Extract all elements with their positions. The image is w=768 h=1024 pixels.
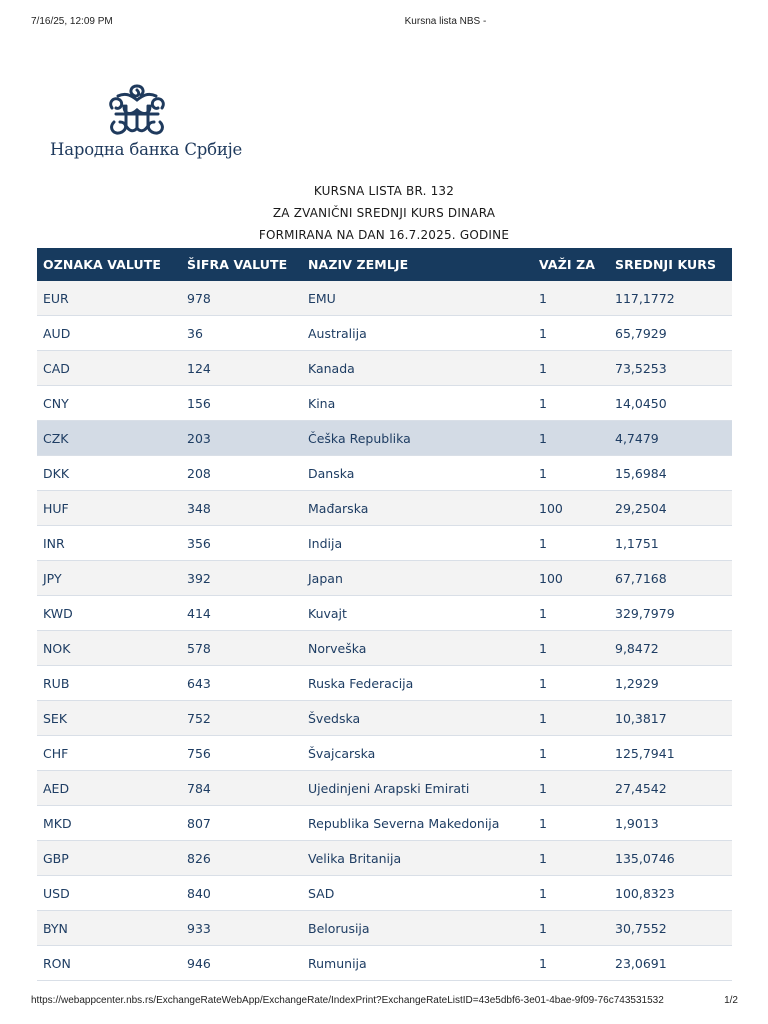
cell-middle-rate: 15,6984 — [609, 456, 732, 491]
cell-currency-code: RUB — [37, 666, 181, 701]
cell-currency-number: 156 — [181, 386, 302, 421]
cell-unit: 1 — [533, 456, 609, 491]
bank-name: Народна банка Србије — [50, 140, 243, 159]
cell-currency-number: 807 — [181, 806, 302, 841]
cell-middle-rate: 100,8323 — [609, 876, 732, 911]
table-row[interactable] — [37, 491, 732, 526]
print-datetime: 7/16/25, 12:09 PM — [31, 16, 113, 27]
table-row[interactable] — [37, 631, 732, 666]
cell-unit: 1 — [533, 771, 609, 806]
cell-currency-code: SEK — [37, 701, 181, 736]
cell-country: Danska — [302, 456, 533, 491]
cell-currency-number: 752 — [181, 701, 302, 736]
exchange-rate-table — [37, 248, 732, 981]
cell-country: Japan — [302, 561, 533, 596]
cell-unit: 1 — [533, 526, 609, 561]
cell-unit: 1 — [533, 701, 609, 736]
cell-currency-code: CHF — [37, 736, 181, 771]
cell-currency-code: AED — [37, 771, 181, 806]
cell-currency-number: 392 — [181, 561, 302, 596]
cell-middle-rate: 329,7979 — [609, 596, 732, 631]
table-body — [37, 281, 732, 981]
cell-unit: 1 — [533, 876, 609, 911]
table-row[interactable] — [37, 316, 732, 351]
cell-middle-rate: 9,8472 — [609, 631, 732, 666]
cell-currency-code: JPY — [37, 561, 181, 596]
col-header-currency-code: OZNAKA VALUTE — [37, 248, 181, 281]
cell-middle-rate: 1,2929 — [609, 666, 732, 701]
table-header-row — [37, 248, 732, 281]
cell-country: Češka Republika — [302, 421, 533, 456]
cell-currency-code: USD — [37, 876, 181, 911]
cell-currency-number: 978 — [181, 281, 302, 316]
cell-currency-code: MKD — [37, 806, 181, 841]
cell-middle-rate: 29,2504 — [609, 491, 732, 526]
cell-country: Australija — [302, 316, 533, 351]
cell-currency-number: 840 — [181, 876, 302, 911]
print-page-title: Kursna lista NBS - — [404, 16, 487, 27]
cell-unit: 1 — [533, 736, 609, 771]
cell-unit: 1 — [533, 351, 609, 386]
cell-currency-code: KWD — [37, 596, 181, 631]
cell-currency-code: CNY — [37, 386, 181, 421]
cell-country: Mađarska — [302, 491, 533, 526]
cell-unit: 100 — [533, 561, 609, 596]
cell-middle-rate: 117,1772 — [609, 281, 732, 316]
cell-currency-number: 124 — [181, 351, 302, 386]
cell-currency-code: DKK — [37, 456, 181, 491]
heading-line-1: KURSNA LISTA BR. 132 — [313, 184, 455, 198]
table-row[interactable] — [37, 841, 732, 876]
cell-currency-number: 784 — [181, 771, 302, 806]
table-row[interactable] — [37, 281, 732, 316]
list-heading — [0, 180, 768, 246]
cell-unit: 1 — [533, 281, 609, 316]
cell-middle-rate: 10,3817 — [609, 701, 732, 736]
table-row[interactable] — [37, 806, 732, 841]
cell-currency-number: 356 — [181, 526, 302, 561]
cell-currency-number: 826 — [181, 841, 302, 876]
cell-currency-code: BYN — [37, 911, 181, 946]
cell-currency-code: EUR — [37, 281, 181, 316]
heading-line-3: FORMIRANA NA DAN 16.7.2025. GODINE — [258, 228, 510, 242]
cell-country: Belorusija — [302, 911, 533, 946]
cell-country: Ujedinjeni Arapski Emirati — [302, 771, 533, 806]
cell-middle-rate: 73,5253 — [609, 351, 732, 386]
cell-currency-number: 933 — [181, 911, 302, 946]
print-header — [0, 16, 768, 30]
cell-unit: 1 — [533, 911, 609, 946]
cell-middle-rate: 1,9013 — [609, 806, 732, 841]
cell-unit: 100 — [533, 491, 609, 526]
cell-country: Švajcarska — [302, 736, 533, 771]
table-row[interactable] — [37, 421, 732, 456]
table-row[interactable] — [37, 736, 732, 771]
cell-unit: 1 — [533, 596, 609, 631]
table-row[interactable] — [37, 876, 732, 911]
cell-currency-number: 348 — [181, 491, 302, 526]
cell-currency-code: HUF — [37, 491, 181, 526]
cell-currency-number: 756 — [181, 736, 302, 771]
cell-middle-rate: 27,4542 — [609, 771, 732, 806]
cell-middle-rate: 67,7168 — [609, 561, 732, 596]
cell-unit: 1 — [533, 631, 609, 666]
table-row[interactable] — [37, 561, 732, 596]
cell-currency-code: INR — [37, 526, 181, 561]
cell-currency-code: NOK — [37, 631, 181, 666]
col-header-country: NAZIV ZEMLJE — [302, 248, 533, 281]
table-row[interactable] — [37, 701, 732, 736]
print-page-number: 1/2 — [724, 995, 738, 1006]
cell-currency-number: 578 — [181, 631, 302, 666]
table-row[interactable] — [37, 771, 732, 806]
cell-country: Indija — [302, 526, 533, 561]
cell-unit: 1 — [533, 841, 609, 876]
cell-middle-rate: 135,0746 — [609, 841, 732, 876]
cell-unit: 1 — [533, 421, 609, 456]
cell-unit: 1 — [533, 386, 609, 421]
cell-unit: 1 — [533, 316, 609, 351]
cell-middle-rate: 65,7929 — [609, 316, 732, 351]
table-row[interactable] — [37, 526, 732, 561]
cell-country: EMU — [302, 281, 533, 316]
table-row[interactable] — [37, 946, 732, 981]
cell-unit: 1 — [533, 946, 609, 981]
cell-country: Kuvajt — [302, 596, 533, 631]
table-row[interactable] — [37, 911, 732, 946]
cell-country: Ruska Federacija — [302, 666, 533, 701]
cell-middle-rate: 30,7552 — [609, 911, 732, 946]
col-header-middle-rate: SREDNJI KURS — [609, 248, 732, 281]
cell-country: Rumunija — [302, 946, 533, 981]
col-header-currency-number: ŠIFRA VALUTE — [181, 248, 302, 281]
cell-currency-number: 208 — [181, 456, 302, 491]
cell-currency-number: 946 — [181, 946, 302, 981]
cell-currency-number: 414 — [181, 596, 302, 631]
print-footer — [0, 995, 768, 1009]
cell-country: Kina — [302, 386, 533, 421]
cell-middle-rate: 4,7479 — [609, 421, 732, 456]
table-row[interactable] — [37, 386, 732, 421]
col-header-unit: VAŽI ZA — [533, 248, 609, 281]
nbs-logo[interactable] — [48, 80, 243, 165]
table-row[interactable] — [37, 596, 732, 631]
cell-country: Republika Severna Makedonija — [302, 806, 533, 841]
cell-middle-rate: 23,0691 — [609, 946, 732, 981]
cell-currency-code: CAD — [37, 351, 181, 386]
table-row[interactable] — [37, 456, 732, 491]
cell-middle-rate: 14,0450 — [609, 386, 732, 421]
cell-middle-rate: 125,7941 — [609, 736, 732, 771]
cell-currency-code: GBP — [37, 841, 181, 876]
print-url: https://webappcenter.nbs.rs/ExchangeRateWebApp/ExchangeRate/IndexPrint?ExchangeRateListID=43e5dbf6-3e01-4bae-9f09-76c743531532 — [31, 995, 664, 1006]
cell-country: Švedska — [302, 701, 533, 736]
cell-country: Kanada — [302, 351, 533, 386]
cell-currency-code: CZK — [37, 421, 181, 456]
cell-middle-rate: 1,1751 — [609, 526, 732, 561]
cell-country: Norveška — [302, 631, 533, 666]
heading-line-2: ZA ZVANIČNI SREDNJI KURS DINARA — [272, 206, 496, 220]
cell-currency-code: RON — [37, 946, 181, 981]
table-row[interactable] — [37, 666, 732, 701]
cell-currency-number: 203 — [181, 421, 302, 456]
nbs-emblem-icon — [104, 82, 170, 138]
cell-country: SAD — [302, 876, 533, 911]
table-row[interactable] — [37, 351, 732, 386]
cell-currency-number: 36 — [181, 316, 302, 351]
cell-currency-number: 643 — [181, 666, 302, 701]
cell-currency-code: AUD — [37, 316, 181, 351]
cell-country: Velika Britanija — [302, 841, 533, 876]
cell-unit: 1 — [533, 666, 609, 701]
cell-unit: 1 — [533, 806, 609, 841]
